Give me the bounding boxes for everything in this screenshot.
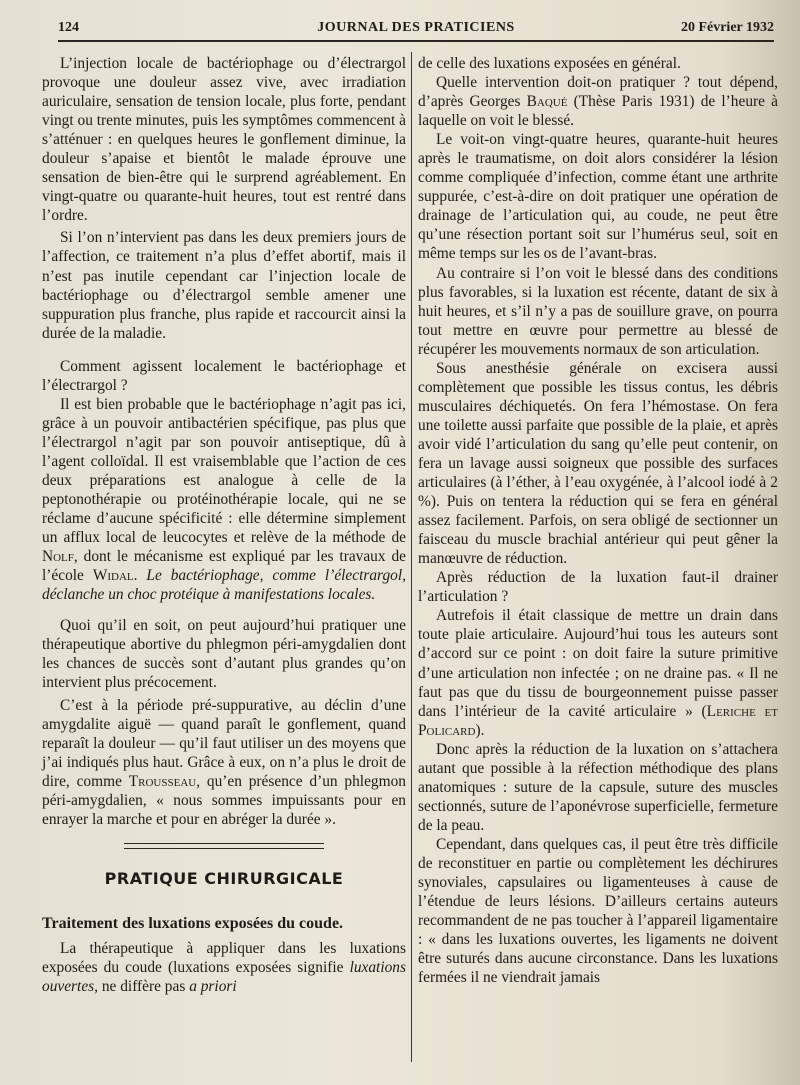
article-title: Traitement des luxations exposées du coude. <box>42 914 344 932</box>
paragraph: Sous anesthésie générale on excisera aussi complètement que possible les tissus contus, les débris musculaires déchiquetés. On fera l’hémostase. On fera une toilette aussi parfaite que possible de la plaie, et après avoir vidé l’articulation du sang qu’elle peut contenir, on fera un lavage aussi soigneux que possible des surfaces articulaires (à l’éther, à l’eau oxygénée, à l’alcool iodé à 2 %). Puis on tentera la réduction qui se fera en général assez facilement. Parfois, on sera obligé de sectionner un faisceau du muscle brachial antérieur qui peut gêner la manœuvre de réduction. <box>418 359 778 568</box>
paragraph: C’est à la période pré-suppurative, au déclin d’une amygdalite aiguë — quand paraît le gonflement, quand reparaît la douleur — qu’il faut utiliser un des moyens que j’ai indiqués plus haut. Grâce à eux, on n’a plus le droit de dire, comme Trousseau, qu’en présence d’un phlegmon péri-amygdalien, « nous sommes impuissants pour en enrayer la marche et pour en abréger la durée ». <box>42 696 406 828</box>
author-name: Nolf <box>42 548 74 566</box>
paragraph: de celle des luxations exposées en général. <box>418 55 681 72</box>
italic-conclusion: Le bactériophage, comme l’électrargol, déclanche un choc protéique à manifestations locales. <box>42 567 406 604</box>
paragraph: La thérapeutique à appliquer dans les luxations exposées du coude (luxations exposées signifie luxations ouvertes, ne diffère pas a priori <box>42 939 406 996</box>
author-name: Widal <box>92 567 134 585</box>
right-column <box>418 54 778 987</box>
section-title: PRATIQUE CHIRURGICALE <box>104 868 344 888</box>
paragraph: Comment agissent localement le bactériophage et l’électrargol ? <box>42 357 406 394</box>
paragraph: Le voit-on vingt-quatre heures, quarante-huit heures après le traumatisme, on doit alors considérer la lésion comme compliquée d’infection, comme étant une arthrite suppurée, c’est-à-dire on doit pratiquer une opération de drainage de l’articulation qui, au coude, ne peut être qu’une résection portant soit sur l’humérus seul, soit en même temps sur les os de l’avant-bras. <box>418 131 778 263</box>
author-name: Baqué <box>526 93 568 111</box>
paragraph: Il est bien probable que le bactériophage n’agit pas ici, grâce à un pouvoir antibactérien spécifique, pas plus que l’électrargol n’agit par son pouvoir antiseptique, dû à l’agent colloïdal. Il est vraisemblable que l’action de ces deux préparations est analogue à celle de la peptonothérapie ou protéinothérapie locale, qui ne se réclame d’aucune spécificité : elle détermine simplement un afflux local de leucocytes et relève de la méthode de Nolf, dont le mécanisme est expliqué par les travaux de l’école Widal. Le bactériophage, comme l’électrargol, déclanche un choc protéique à manifestations locales. <box>42 395 406 604</box>
paragraph: Quelle intervention doit-on pratiquer ? tout dépend, d’après Georges Baqué (Thèse Paris 1931) de l’heure à laquelle on voit le blessé. <box>418 74 778 130</box>
paragraph: Quoi qu’il en soit, on peut aujourd’hui pratiquer une thérapeutique abortive du phlegmon péri-amygdalien dont les chances de succès sont d’autant plus grandes qu’on intervient plus précocement. <box>42 617 406 692</box>
left-column <box>42 54 406 996</box>
paragraph: Autrefois il était classique de mettre un drain dans toute plaie articulaire. Aujourd’hui tous les auteurs sont d’accord sur ce point : on doit faire la suture primitive d’une articulation non infectée ; on ne draine pas. « Il ne faut pas que du tissu de bourgeonnement puisse passer dans l’intérieur de la cavité articulaire » (Leriche et Policard). <box>418 607 778 739</box>
section-rule <box>124 843 324 849</box>
paragraph: Au contraire si l’on voit le blessé dans des conditions plus favorables, si la luxation est récente, datant de six à huit heures, et s’il n’y a pas de souillure grave, on pourra tout mettre en œuvre pour permettre au blessé de récupérer les mouvements normaux de son articulation. <box>418 264 778 358</box>
journal-title: JOURNAL DES PRATICIENS <box>317 20 515 35</box>
issue-date: 20 Février 1932 <box>680 20 774 35</box>
paragraph: Donc après la réduction de la luxation on s’attachera autant que possible à la réfection méthodique des plans anatomiques : suture de la capsule, suture des muscles sectionnés, suture de l’aponévrose superficielle, fermeture de la peau. <box>418 740 778 834</box>
author-name: Trousseau <box>128 772 197 790</box>
paragraph: Après réduction de la luxation faut-il drainer l’articulation ? <box>418 569 778 606</box>
author-name: Leriche et Policard <box>418 702 778 739</box>
paragraph: L’injection locale de bactériophage ou d’électrargol provoque une douleur assez vive, avec irradiation auriculaire, sensation de tension locale, plus forte, pendant vingt ou trente minutes, puis les symptômes commencent à s’atténuer : en quelques heures le gonflement diminue, la douleur s’apaise et bientôt le malade éprouve une sensation de bien-être qui le surprend agréablement. En vingt-quatre ou quarante-huit heures, tout est rentré dans l’ordre. <box>42 55 406 225</box>
column-divider <box>411 52 412 1062</box>
paragraph: Cependant, dans quelques cas, il peut être très difficile de reconstituer en partie ou complètement les déchirures synoviales, capsulaires ou ligamenteuses à cause de l’étendue de leurs lésions. D’ailleurs certains auteurs recommandent de ne pas toucher à l’appareil ligamentaire : « dans les luxations ouvertes, les ligaments ne doivent être suturés dans aucune circonstance. Dans les luxations fermées il ne viendrait jamais <box>418 835 778 987</box>
page-number: 124 <box>58 20 79 35</box>
page-header <box>58 18 774 42</box>
paragraph: Si l’on n’intervient pas dans les deux premiers jours de l’affection, ce traitement n’a plus d’effet abortif, mais il n’est pas inutile cependant car l’injection locale de bactériophage ou d’électrargol semble amener une suppuration plus franche, plus rapide et raccourcit ainsi la durée de la maladie. <box>42 229 406 342</box>
